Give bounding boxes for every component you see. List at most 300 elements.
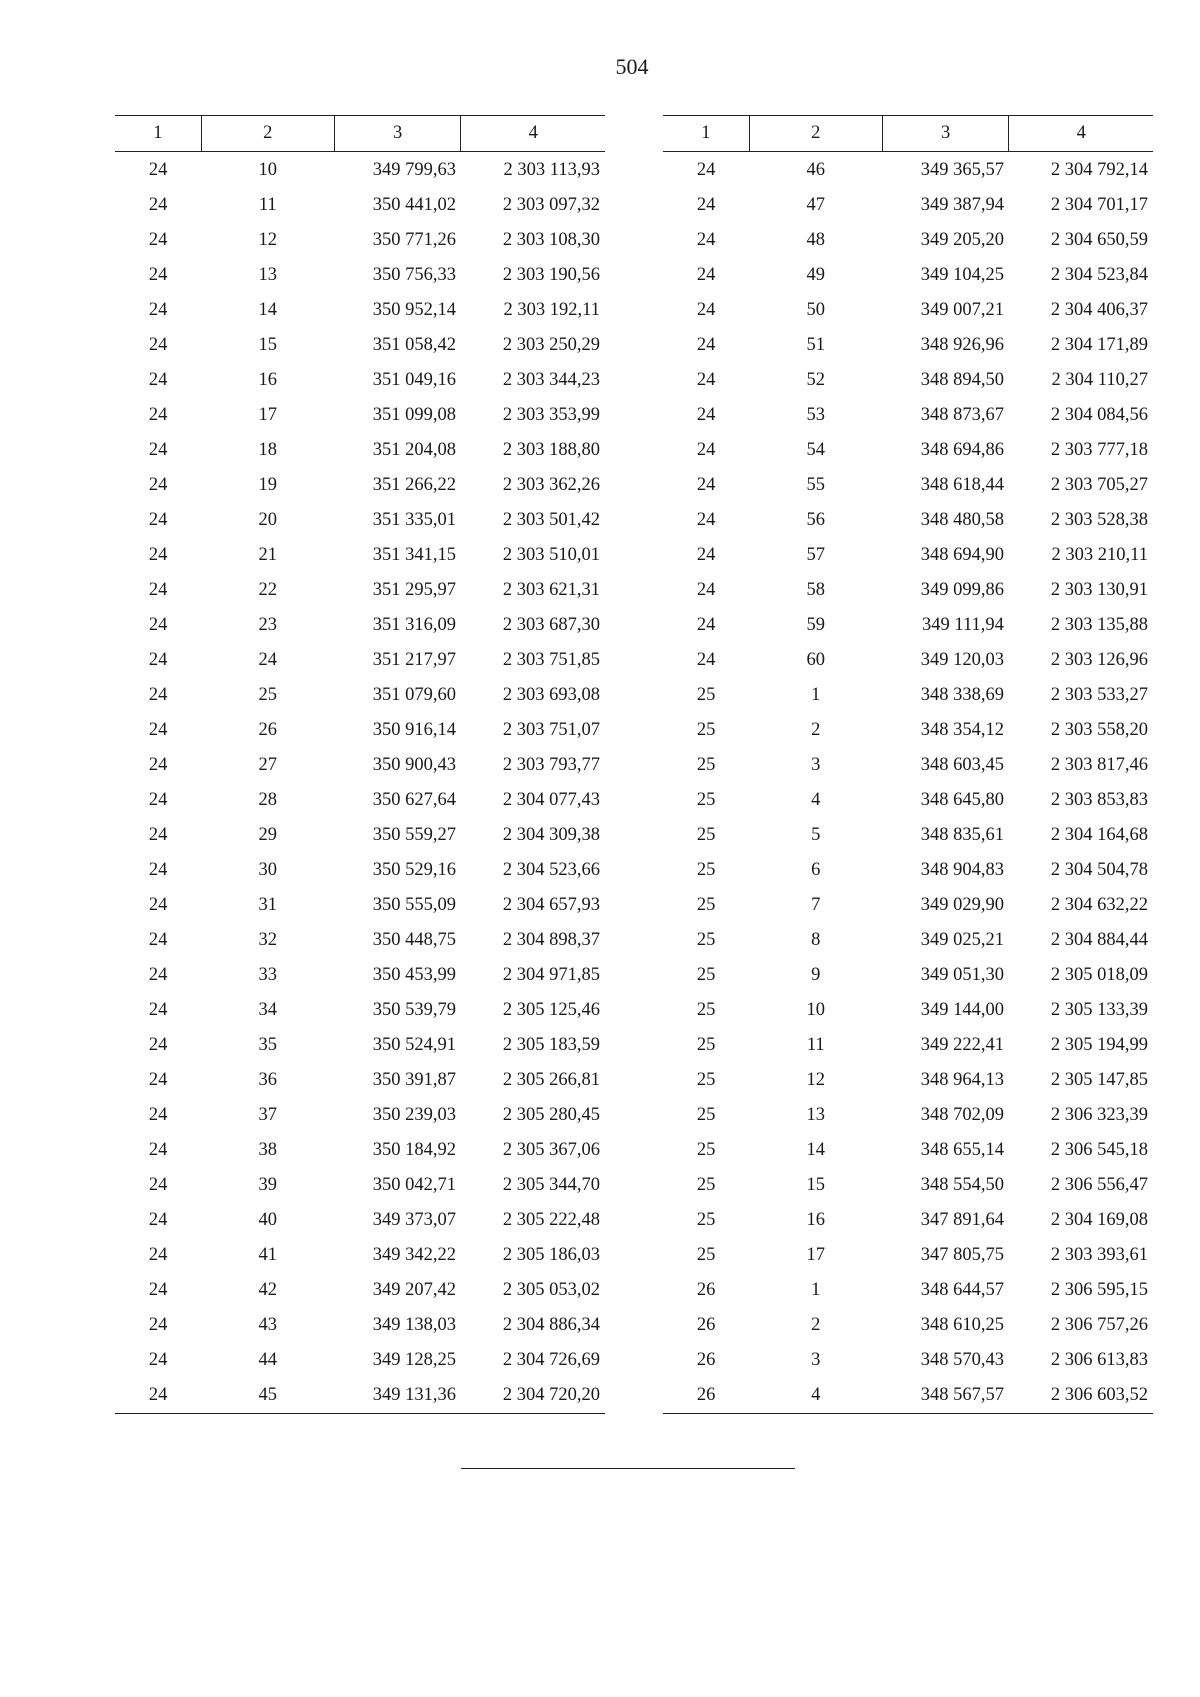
cell-point: 51 xyxy=(806,335,826,355)
cell-x-coordinate: 348 873,67 xyxy=(920,405,1004,425)
cell-x-coordinate: 348 645,80 xyxy=(920,790,1004,810)
cell-y-coordinate: 2 304 650,59 xyxy=(1050,230,1148,250)
table-row xyxy=(663,1203,1153,1238)
cell-section: 24 xyxy=(148,1280,168,1300)
cell-section: 24 xyxy=(696,335,716,355)
cell-x-coordinate: 350 555,09 xyxy=(372,895,456,915)
cell-y-coordinate: 2 306 323,39 xyxy=(1050,1105,1148,1125)
cell-point: 1 xyxy=(811,685,821,705)
cell-section: 26 xyxy=(696,1350,716,1370)
cell-section: 24 xyxy=(148,685,168,705)
cell-section: 24 xyxy=(696,160,716,180)
cell-x-coordinate: 351 341,15 xyxy=(372,545,456,565)
cell-y-coordinate: 2 303 135,88 xyxy=(1050,615,1148,635)
cell-section: 24 xyxy=(148,440,168,460)
table-row xyxy=(663,293,1153,328)
cell-point: 4 xyxy=(749,1378,882,1414)
cell-section: 25 xyxy=(696,685,716,705)
cell-x-coordinate: 349 222,41 xyxy=(920,1035,1004,1055)
cell-section: 24 xyxy=(696,650,716,670)
cell-point: 44 xyxy=(258,1350,278,1370)
cell-y-coordinate: 2 304 632,22 xyxy=(1050,895,1148,915)
cell-x-coordinate: 349 144,00 xyxy=(920,1000,1004,1020)
cell-point: 8 xyxy=(811,930,821,950)
cell-point: 32 xyxy=(258,930,278,950)
cell-section: 24 xyxy=(696,230,716,250)
table-row xyxy=(115,678,605,713)
cell-point: 22 xyxy=(258,580,278,600)
cell-y-coordinate: 2 303 751,07 xyxy=(502,720,600,740)
table-row xyxy=(663,188,1153,223)
cell-y-coordinate: 2 303 210,11 xyxy=(1051,545,1148,565)
cell-point: 36 xyxy=(258,1070,278,1090)
table-row xyxy=(663,1098,1153,1133)
cell-x-coordinate: 350 391,87 xyxy=(372,1070,456,1090)
cell-section: 24 xyxy=(148,930,168,950)
cell-x-coordinate: 348 567,57 xyxy=(882,1378,1009,1414)
table-row xyxy=(663,678,1153,713)
table-row xyxy=(115,152,605,189)
table-row xyxy=(663,468,1153,503)
cell-section: 24 xyxy=(696,265,716,285)
cell-x-coordinate: 350 952,14 xyxy=(372,300,456,320)
table-row xyxy=(115,433,605,468)
cell-section: 25 xyxy=(696,720,716,740)
table-row xyxy=(115,748,605,783)
cell-x-coordinate: 350 627,64 xyxy=(372,790,456,810)
cell-y-coordinate: 2 303 393,61 xyxy=(1050,1245,1148,1265)
cell-point: 26 xyxy=(258,720,278,740)
table-row xyxy=(115,1308,605,1343)
cell-section: 24 xyxy=(696,545,716,565)
cell-point: 54 xyxy=(806,440,826,460)
table-row xyxy=(663,1238,1153,1273)
cell-section: 25 xyxy=(696,965,716,985)
cell-section: 26 xyxy=(663,1378,749,1414)
cell-y-coordinate: 2 305 266,81 xyxy=(502,1070,600,1090)
cell-x-coordinate: 348 694,86 xyxy=(920,440,1004,460)
cell-point: 50 xyxy=(806,300,826,320)
cell-y-coordinate: 2 305 344,70 xyxy=(502,1175,600,1195)
table-row xyxy=(115,1238,605,1273)
cell-y-coordinate: 2 303 250,29 xyxy=(502,335,600,355)
table-row xyxy=(115,1203,605,1238)
cell-section: 24 xyxy=(148,1315,168,1335)
cell-x-coordinate: 349 799,63 xyxy=(372,160,456,180)
cell-section: 24 xyxy=(148,580,168,600)
cell-section: 24 xyxy=(148,720,168,740)
header-col-1: 1 xyxy=(663,116,749,152)
cell-y-coordinate: 2 305 186,03 xyxy=(502,1245,600,1265)
cell-x-coordinate: 350 441,02 xyxy=(372,195,456,215)
table-row xyxy=(663,818,1153,853)
cell-section: 25 xyxy=(696,825,716,845)
cell-y-coordinate: 2 303 192,11 xyxy=(503,300,600,320)
table-row xyxy=(663,923,1153,958)
cell-point: 47 xyxy=(806,195,826,215)
cell-y-coordinate: 2 305 367,06 xyxy=(502,1140,600,1160)
cell-point: 1 xyxy=(811,1280,821,1300)
cell-x-coordinate: 348 894,50 xyxy=(920,370,1004,390)
cell-x-coordinate: 351 217,97 xyxy=(372,650,456,670)
cell-x-coordinate: 351 266,22 xyxy=(372,475,456,495)
cell-y-coordinate: 2 304 971,85 xyxy=(502,965,600,985)
cell-y-coordinate: 2 303 353,99 xyxy=(502,405,600,425)
cell-x-coordinate: 349 120,03 xyxy=(920,650,1004,670)
cell-point: 16 xyxy=(806,1210,826,1230)
cell-y-coordinate: 2 303 687,30 xyxy=(502,615,600,635)
cell-section: 24 xyxy=(696,475,716,495)
cell-section: 24 xyxy=(148,335,168,355)
table-row xyxy=(663,258,1153,293)
cell-y-coordinate: 2 306 595,15 xyxy=(1050,1280,1148,1300)
cell-y-coordinate: 2 303 528,38 xyxy=(1050,510,1148,530)
cell-section: 25 xyxy=(696,1175,716,1195)
cell-x-coordinate: 349 111,94 xyxy=(922,615,1004,635)
cell-y-coordinate: 2 306 603,52 xyxy=(1009,1378,1153,1414)
cell-x-coordinate: 348 926,96 xyxy=(920,335,1004,355)
cell-x-coordinate: 349 007,21 xyxy=(920,300,1004,320)
cell-section: 24 xyxy=(696,300,716,320)
coordinates-table-right xyxy=(663,115,1153,1414)
cell-section: 25 xyxy=(696,930,716,950)
cell-section: 24 xyxy=(148,1350,168,1370)
cell-section: 24 xyxy=(148,510,168,530)
table-row xyxy=(663,958,1153,993)
table-row xyxy=(663,328,1153,363)
cell-point: 9 xyxy=(811,965,821,985)
cell-y-coordinate: 2 304 171,89 xyxy=(1050,335,1148,355)
cell-point: 57 xyxy=(806,545,826,565)
cell-x-coordinate: 351 295,97 xyxy=(372,580,456,600)
cell-y-coordinate: 2 303 558,20 xyxy=(1050,720,1148,740)
cell-point: 52 xyxy=(806,370,826,390)
cell-section: 25 xyxy=(696,1105,716,1125)
cell-x-coordinate: 348 354,12 xyxy=(920,720,1004,740)
cell-section: 24 xyxy=(148,1175,168,1195)
cell-x-coordinate: 349 205,20 xyxy=(920,230,1004,250)
cell-y-coordinate: 2 305 183,59 xyxy=(502,1035,600,1055)
cell-section: 24 xyxy=(148,860,168,880)
cell-y-coordinate: 2 303 501,42 xyxy=(502,510,600,530)
table-row xyxy=(663,363,1153,398)
cell-y-coordinate: 2 303 108,30 xyxy=(502,230,600,250)
table-row xyxy=(663,1343,1153,1378)
cell-section: 25 xyxy=(696,1245,716,1265)
cell-y-coordinate: 2 303 344,23 xyxy=(502,370,600,390)
cell-point: 13 xyxy=(258,265,278,285)
cell-x-coordinate: 349 387,94 xyxy=(920,195,1004,215)
cell-point: 21 xyxy=(258,545,278,565)
cell-x-coordinate: 348 694,90 xyxy=(920,545,1004,565)
cell-section: 26 xyxy=(696,1280,716,1300)
cell-point: 53 xyxy=(806,405,826,425)
cell-section: 26 xyxy=(696,1315,716,1335)
cell-point: 15 xyxy=(806,1175,826,1195)
cell-x-coordinate: 349 029,90 xyxy=(920,895,1004,915)
cell-x-coordinate: 350 900,43 xyxy=(372,755,456,775)
cell-x-coordinate: 348 904,83 xyxy=(920,860,1004,880)
cell-point: 19 xyxy=(258,475,278,495)
header-col-2: 2 xyxy=(749,116,882,152)
cell-y-coordinate: 2 306 757,26 xyxy=(1050,1315,1148,1335)
cell-point: 33 xyxy=(258,965,278,985)
cell-point: 59 xyxy=(806,615,826,635)
table-row xyxy=(663,573,1153,608)
cell-x-coordinate: 350 756,33 xyxy=(372,265,456,285)
cell-x-coordinate: 349 025,21 xyxy=(920,930,1004,950)
table-row xyxy=(115,993,605,1028)
cell-point: 46 xyxy=(806,160,826,180)
cell-x-coordinate: 349 128,25 xyxy=(372,1350,456,1370)
table-row xyxy=(663,398,1153,433)
cell-x-coordinate: 349 131,36 xyxy=(334,1378,461,1414)
cell-y-coordinate: 2 303 693,08 xyxy=(502,685,600,705)
cell-section: 24 xyxy=(148,790,168,810)
cell-x-coordinate: 350 916,14 xyxy=(372,720,456,740)
cell-section: 24 xyxy=(148,1245,168,1265)
cell-y-coordinate: 2 306 545,18 xyxy=(1050,1140,1148,1160)
table-row xyxy=(115,713,605,748)
cell-x-coordinate: 349 342,22 xyxy=(372,1245,456,1265)
cell-point: 18 xyxy=(258,440,278,460)
table-row xyxy=(115,468,605,503)
table-row xyxy=(115,1098,605,1133)
cell-y-coordinate: 2 303 130,91 xyxy=(1050,580,1148,600)
cell-y-coordinate: 2 304 110,27 xyxy=(1051,370,1148,390)
cell-x-coordinate: 347 891,64 xyxy=(920,1210,1004,1230)
cell-y-coordinate: 2 303 113,93 xyxy=(503,160,600,180)
cell-section: 25 xyxy=(696,1140,716,1160)
cell-point: 28 xyxy=(258,790,278,810)
cell-point: 15 xyxy=(258,335,278,355)
cell-section: 24 xyxy=(148,300,168,320)
cell-section: 25 xyxy=(696,1070,716,1090)
table-row xyxy=(663,608,1153,643)
cell-x-coordinate: 351 099,08 xyxy=(372,405,456,425)
cell-x-coordinate: 348 480,58 xyxy=(920,510,1004,530)
cell-x-coordinate: 349 365,57 xyxy=(920,160,1004,180)
cell-x-coordinate: 347 805,75 xyxy=(920,1245,1004,1265)
cell-x-coordinate: 349 104,25 xyxy=(920,265,1004,285)
table-row xyxy=(663,1063,1153,1098)
cell-section: 24 xyxy=(148,545,168,565)
cell-section: 25 xyxy=(696,860,716,880)
cell-section: 24 xyxy=(148,615,168,635)
cell-x-coordinate: 351 335,01 xyxy=(372,510,456,530)
table-row xyxy=(115,783,605,818)
cell-point: 11 xyxy=(806,1035,825,1055)
table-row xyxy=(663,152,1153,189)
cell-y-coordinate: 2 303 097,32 xyxy=(502,195,600,215)
cell-point: 56 xyxy=(806,510,826,530)
cell-x-coordinate: 350 448,75 xyxy=(372,930,456,950)
cell-point: 34 xyxy=(258,1000,278,1020)
cell-point: 14 xyxy=(806,1140,826,1160)
cell-y-coordinate: 2 303 853,83 xyxy=(1050,790,1148,810)
cell-y-coordinate: 2 305 194,99 xyxy=(1050,1035,1148,1055)
cell-y-coordinate: 2 303 126,96 xyxy=(1050,650,1148,670)
cell-point: 7 xyxy=(811,895,821,915)
header-col-4: 4 xyxy=(461,116,605,152)
cell-point: 45 xyxy=(201,1378,334,1414)
cell-point: 6 xyxy=(811,860,821,880)
cell-section: 24 xyxy=(148,825,168,845)
cell-x-coordinate: 350 559,27 xyxy=(372,825,456,845)
table-row xyxy=(115,1343,605,1378)
table-row xyxy=(663,643,1153,678)
table-row xyxy=(115,573,605,608)
cell-y-coordinate: 2 303 621,31 xyxy=(502,580,600,600)
cell-section: 25 xyxy=(696,895,716,915)
cell-section: 24 xyxy=(148,475,168,495)
table-row xyxy=(115,853,605,888)
cell-section: 24 xyxy=(148,160,168,180)
table-row xyxy=(115,1168,605,1203)
header-row xyxy=(115,116,605,152)
cell-point: 10 xyxy=(806,1000,826,1020)
cell-x-coordinate: 348 603,45 xyxy=(920,755,1004,775)
table-row xyxy=(115,643,605,678)
cell-section: 25 xyxy=(696,1210,716,1230)
cell-y-coordinate: 2 303 777,18 xyxy=(1050,440,1148,460)
cell-y-coordinate: 2 304 504,78 xyxy=(1050,860,1148,880)
cell-y-coordinate: 2 305 147,85 xyxy=(1050,1070,1148,1090)
cell-point: 3 xyxy=(811,1350,821,1370)
table-row xyxy=(663,783,1153,818)
cell-point: 27 xyxy=(258,755,278,775)
cell-section: 24 xyxy=(148,1105,168,1125)
cell-point: 12 xyxy=(258,230,278,250)
cell-y-coordinate: 2 304 701,17 xyxy=(1050,195,1148,215)
cell-section: 24 xyxy=(148,1140,168,1160)
cell-x-coordinate: 350 771,26 xyxy=(372,230,456,250)
cell-section: 24 xyxy=(148,1070,168,1090)
cell-y-coordinate: 2 304 657,93 xyxy=(502,895,600,915)
cell-y-coordinate: 2 304 523,66 xyxy=(502,860,600,880)
cell-point: 58 xyxy=(806,580,826,600)
cell-section: 24 xyxy=(148,370,168,390)
cell-x-coordinate: 348 702,09 xyxy=(920,1105,1004,1125)
cell-point: 38 xyxy=(258,1140,278,1160)
cell-point: 4 xyxy=(811,790,821,810)
cell-point: 11 xyxy=(258,195,277,215)
table-row xyxy=(663,433,1153,468)
cell-point: 37 xyxy=(258,1105,278,1125)
cell-x-coordinate: 350 042,71 xyxy=(372,1175,456,1195)
cell-point: 2 xyxy=(811,720,821,740)
cell-section: 24 xyxy=(148,650,168,670)
cell-section: 24 xyxy=(148,1035,168,1055)
cell-y-coordinate: 2 304 406,37 xyxy=(1050,300,1148,320)
cell-x-coordinate: 349 138,03 xyxy=(372,1315,456,1335)
cell-point: 16 xyxy=(258,370,278,390)
table-row xyxy=(115,293,605,328)
cell-x-coordinate: 350 184,92 xyxy=(372,1140,456,1160)
cell-y-coordinate: 2 305 018,09 xyxy=(1050,965,1148,985)
cell-point: 17 xyxy=(806,1245,826,1265)
footer-divider xyxy=(461,1468,795,1469)
table-row xyxy=(663,1308,1153,1343)
table-row xyxy=(663,713,1153,748)
table-row xyxy=(115,258,605,293)
cell-section: 25 xyxy=(696,1035,716,1055)
header-col-1: 1 xyxy=(115,116,201,152)
header-col-3: 3 xyxy=(334,116,461,152)
table-body-left xyxy=(115,152,605,1414)
table-row xyxy=(115,223,605,258)
header-col-4: 4 xyxy=(1009,116,1153,152)
table-row xyxy=(663,1273,1153,1308)
cell-y-coordinate: 2 305 133,39 xyxy=(1050,1000,1148,1020)
cell-x-coordinate: 349 051,30 xyxy=(920,965,1004,985)
table-row xyxy=(115,923,605,958)
table-row xyxy=(663,1378,1153,1414)
table-row xyxy=(663,993,1153,1028)
cell-point: 13 xyxy=(806,1105,826,1125)
table-row xyxy=(663,1168,1153,1203)
cell-y-coordinate: 2 305 280,45 xyxy=(502,1105,600,1125)
cell-point: 39 xyxy=(258,1175,278,1195)
table-row xyxy=(115,1028,605,1063)
cell-x-coordinate: 348 835,61 xyxy=(920,825,1004,845)
cell-y-coordinate: 2 305 125,46 xyxy=(502,1000,600,1020)
cell-y-coordinate: 2 304 169,08 xyxy=(1050,1210,1148,1230)
cell-point: 17 xyxy=(258,405,278,425)
cell-section: 25 xyxy=(696,755,716,775)
cell-x-coordinate: 350 524,91 xyxy=(372,1035,456,1055)
coordinates-table-left xyxy=(115,115,605,1414)
cell-section: 24 xyxy=(148,1000,168,1020)
cell-section: 24 xyxy=(148,405,168,425)
table-row xyxy=(663,853,1153,888)
cell-y-coordinate: 2 304 523,84 xyxy=(1050,265,1148,285)
table-row xyxy=(115,958,605,993)
cell-y-coordinate: 2 303 533,27 xyxy=(1050,685,1148,705)
table-row xyxy=(663,538,1153,573)
cell-x-coordinate: 348 338,69 xyxy=(920,685,1004,705)
cell-y-coordinate: 2 304 077,43 xyxy=(502,790,600,810)
cell-y-coordinate: 2 304 309,38 xyxy=(502,825,600,845)
table-row xyxy=(663,503,1153,538)
cell-point: 40 xyxy=(258,1210,278,1230)
cell-section: 24 xyxy=(148,195,168,215)
cell-y-coordinate: 2 303 705,27 xyxy=(1050,475,1148,495)
cell-x-coordinate: 348 610,25 xyxy=(920,1315,1004,1335)
header-col-3: 3 xyxy=(882,116,1009,152)
cell-x-coordinate: 351 316,09 xyxy=(372,615,456,635)
cell-section: 24 xyxy=(148,965,168,985)
cell-y-coordinate: 2 304 898,37 xyxy=(502,930,600,950)
cell-y-coordinate: 2 303 510,01 xyxy=(502,545,600,565)
cell-section: 24 xyxy=(696,405,716,425)
cell-point: 12 xyxy=(806,1070,826,1090)
cell-x-coordinate: 350 539,79 xyxy=(372,1000,456,1020)
cell-x-coordinate: 348 618,44 xyxy=(920,475,1004,495)
table-row xyxy=(115,818,605,853)
cell-x-coordinate: 351 049,16 xyxy=(372,370,456,390)
cell-point: 20 xyxy=(258,510,278,530)
cell-point: 43 xyxy=(258,1315,278,1335)
cell-x-coordinate: 351 079,60 xyxy=(372,685,456,705)
cell-point: 60 xyxy=(806,650,826,670)
cell-point: 30 xyxy=(258,860,278,880)
table-row xyxy=(115,1063,605,1098)
cell-section: 24 xyxy=(148,755,168,775)
cell-point: 42 xyxy=(258,1280,278,1300)
cell-point: 14 xyxy=(258,300,278,320)
table-row xyxy=(115,888,605,923)
